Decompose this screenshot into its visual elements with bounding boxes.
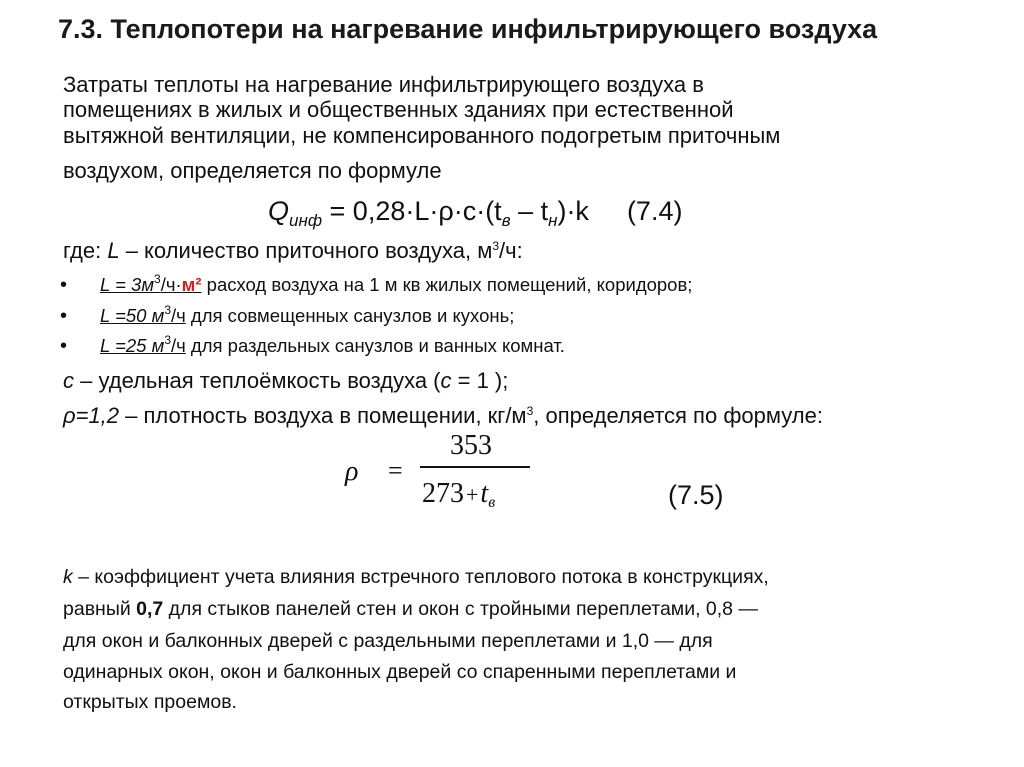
den-number: 273 xyxy=(422,478,464,509)
k-para-line-4: одинарных окон, окон и балконных дверей со спаренными переплетами и xyxy=(63,661,737,683)
bullet-3 xyxy=(100,334,565,358)
bullet-3-rest: для раздельных санузлов и ванных комнат. xyxy=(185,335,565,356)
where-prefix: где: xyxy=(63,238,108,263)
bullet-dot-1: • xyxy=(60,274,68,296)
rho-suffix: , определяется по формуле: xyxy=(533,403,823,428)
formula-end: )·k xyxy=(557,196,589,226)
rho-line xyxy=(63,404,823,428)
slide-title: 7.3. Теплопотери на нагревание инфильтрирующего воздуха xyxy=(58,14,878,44)
c-var: с xyxy=(63,368,74,393)
bullet-1-underlined xyxy=(100,274,202,295)
bullet-1-sup: 3 xyxy=(154,272,161,286)
bullet-2-underlined xyxy=(100,305,186,326)
k-line-2-prefix: равный xyxy=(63,598,137,620)
c-line xyxy=(63,369,508,393)
bullet-dot-3: • xyxy=(60,335,68,357)
formula-number-7-5: (7.5) xyxy=(668,480,724,510)
bullet-1-red: м² xyxy=(181,274,202,295)
formula-rho-lhs: ρ xyxy=(345,456,359,487)
where-var: L xyxy=(107,238,120,263)
k-para-line-3: для окон и балконных дверей с раздельными переплетами и 1,0 — для xyxy=(63,630,713,652)
where-suffix: /ч: xyxy=(499,238,523,263)
formula-sub-n: н xyxy=(548,211,558,230)
bullet-2-sup: 3 xyxy=(164,303,171,317)
bullet-1-after: /ч· xyxy=(160,274,182,295)
formula-rho-fraction-bar xyxy=(420,466,530,468)
formula-q: Q xyxy=(268,196,290,226)
formula-7-4 xyxy=(268,196,682,231)
intro-line-2: помещениях в жилых и общественных зданиях при естественной xyxy=(63,97,734,122)
bullet-1 xyxy=(100,273,692,297)
rho-var: ρ=1,2 xyxy=(63,403,120,428)
rho-text: – плотность воздуха в помещении, кг/м xyxy=(119,403,527,428)
intro-line-4: воздухом, определяется по формуле xyxy=(63,158,442,183)
bullet-2-value: L =50 м xyxy=(100,305,165,326)
rho-sup: 3 xyxy=(526,404,534,418)
bullet-3-underlined xyxy=(100,335,186,356)
c-var-2: с xyxy=(440,368,452,393)
den-var: t xyxy=(480,478,489,509)
bullet-3-after: /ч xyxy=(171,335,186,356)
formula-number-7-4: (7.4) xyxy=(626,196,683,226)
formula-rho-numerator: 353 xyxy=(450,430,492,461)
bullet-3-sup: 3 xyxy=(164,333,171,347)
k-para-line-2 xyxy=(63,597,758,621)
formula-rho-equals: = xyxy=(388,456,403,485)
k-para-line-1 xyxy=(63,565,769,589)
k-var: k xyxy=(63,566,73,588)
formula-sub-v: в xyxy=(501,211,511,230)
bullet-3-value: L =25 м xyxy=(100,335,165,356)
intro-line-1: Затраты теплоты на нагревание инфильтрирующего воздуха в xyxy=(63,72,704,97)
where-line xyxy=(63,239,523,263)
den-plus: + xyxy=(466,482,479,507)
k-line-2-rest: для стыков панелей стен и окон с тройными переплетами, 0,8 — xyxy=(163,598,758,620)
intro-line-3: вытяжной вентиляции, не компенсированного подогретым приточным xyxy=(63,123,781,148)
c-text-2: = 1 ); xyxy=(451,368,509,393)
where-sup: 3 xyxy=(492,239,500,253)
where-text: – количество приточного воздуха, м xyxy=(119,238,493,263)
k-line-1: – коэффициент учета влияния встречного теплового потока в конструкциях, xyxy=(72,566,769,588)
bullet-dot-2: • xyxy=(60,305,68,327)
k-para-line-5: открытых проемов. xyxy=(63,691,237,713)
bullet-2-after: /ч xyxy=(171,305,186,326)
k-line-2-bold: 0,7 xyxy=(136,598,164,620)
bullet-2-rest: для совмещенных санузлов и кухонь; xyxy=(185,305,515,326)
bullet-1-value: L = 3м xyxy=(100,274,155,295)
formula-q-sub: инф xyxy=(289,211,323,230)
den-sub: в xyxy=(488,494,496,511)
formula-middle: = 0,28·L·ρ·c·(t xyxy=(322,196,502,226)
bullet-1-rest: расход воздуха на 1 м кв жилых помещений, коридоров; xyxy=(201,274,693,295)
formula-minus: – t xyxy=(510,196,549,226)
bullet-2 xyxy=(100,304,514,328)
c-text: – удельная теплоёмкость воздуха ( xyxy=(74,368,441,393)
formula-rho-denominator xyxy=(422,478,495,512)
